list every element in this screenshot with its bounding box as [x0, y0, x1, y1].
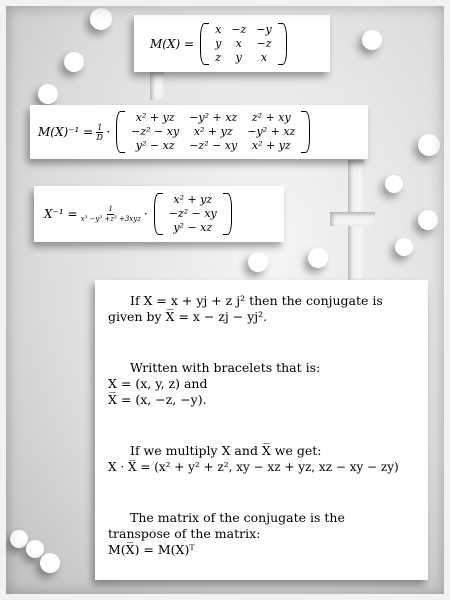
matrix-cell: −y² + xz [247, 125, 296, 138]
vector-fraction [81, 205, 141, 224]
decorative-bubble [418, 210, 438, 230]
decorative-bubble [418, 134, 440, 156]
text-line: If we multiply X and X̅ we get: [130, 443, 322, 458]
matrix-cell: −z [256, 37, 272, 50]
matrix-cell: y [235, 51, 242, 64]
multiply-dot: · [143, 207, 148, 221]
decorative-bubble [248, 252, 268, 272]
paragraph-transpose [108, 510, 423, 558]
decorative-bubble [362, 30, 382, 50]
matrix-cell: x [235, 37, 242, 50]
decorative-bubble [38, 84, 58, 104]
decorative-bubble [90, 8, 112, 30]
text-line: X · X̅ = (x² + y² + z², xy − xz + yz, xz − xy − zy) [108, 460, 399, 474]
paragraph-multiply [108, 443, 423, 475]
text-line: If X = x + yj + z j² then the conjugate is [130, 293, 383, 308]
decorative-bubble [395, 238, 413, 256]
fraction-denominator: x³ −y³ +z³ +3xyz [80, 214, 141, 223]
decorative-bubble [26, 540, 44, 558]
paragraph-conjugate [108, 293, 423, 325]
inverse-matrix-equation [38, 108, 310, 156]
background-groove [330, 212, 375, 226]
matrix-cell: −z² − xy [189, 139, 238, 152]
matrix-cell: x [215, 23, 222, 36]
decorative-bubble [40, 553, 60, 573]
matrix-cell: z² + xy [251, 111, 291, 124]
inverse-vector-column [154, 193, 232, 235]
background-groove [150, 72, 164, 100]
matrix-cell: z [215, 51, 222, 64]
inverse-matrix-3x3 [116, 111, 310, 153]
matrix-cell: x [260, 51, 268, 64]
fraction-denominator: D [96, 132, 103, 142]
inverse-vector-equation [44, 189, 232, 239]
text-line: transpose of the matrix: [108, 526, 261, 541]
text-line: Written with bracelets that is: [130, 360, 321, 375]
fraction-numerator: 1 [108, 204, 113, 213]
matrix-lhs: M(X) = [150, 37, 195, 51]
matrix-cell: y [215, 37, 222, 50]
inverse-fraction [96, 123, 103, 142]
matrix-cell: y² − xz [135, 139, 175, 152]
matrix-cell: −y² + xz [189, 111, 238, 124]
paragraph-bracelets [108, 360, 423, 408]
matrix-3x3 [200, 23, 287, 65]
matrix-cell: −z [231, 23, 247, 36]
text-line: M(X̅) = M(X)ᵀ [108, 542, 195, 557]
vector-cell: x² + yz [173, 193, 213, 206]
text-line: X̅ = (x, −z, −y). [108, 392, 207, 407]
text-line: given by X̅ = x − zj − yj². [108, 309, 268, 324]
inverse-lhs: M(X)⁻¹ = [38, 125, 94, 139]
vector-cell: y² − xz [173, 221, 213, 234]
vector-cell: −z² − xy [168, 207, 217, 220]
matrix-cell: −y [256, 23, 272, 36]
decorative-bubble [64, 52, 84, 72]
matrix-cell: x² + yz [251, 139, 291, 152]
text-line: The matrix of the conjugate is the [130, 510, 345, 525]
multiply-dot: · [106, 125, 111, 139]
matrix-equation [150, 20, 287, 68]
matrix-cell: x² + yz [135, 111, 175, 124]
decorative-bubble [385, 175, 403, 193]
matrix-cell: x² + yz [193, 125, 233, 138]
matrix-cell: −z² − xy [131, 125, 180, 138]
decorative-bubble [10, 530, 28, 548]
vector-lhs: X⁻¹ = [44, 207, 78, 221]
text-line: X = (x, y, z) and [108, 376, 208, 391]
decorative-bubble [308, 248, 328, 268]
fraction-numerator: 1 [97, 122, 103, 132]
